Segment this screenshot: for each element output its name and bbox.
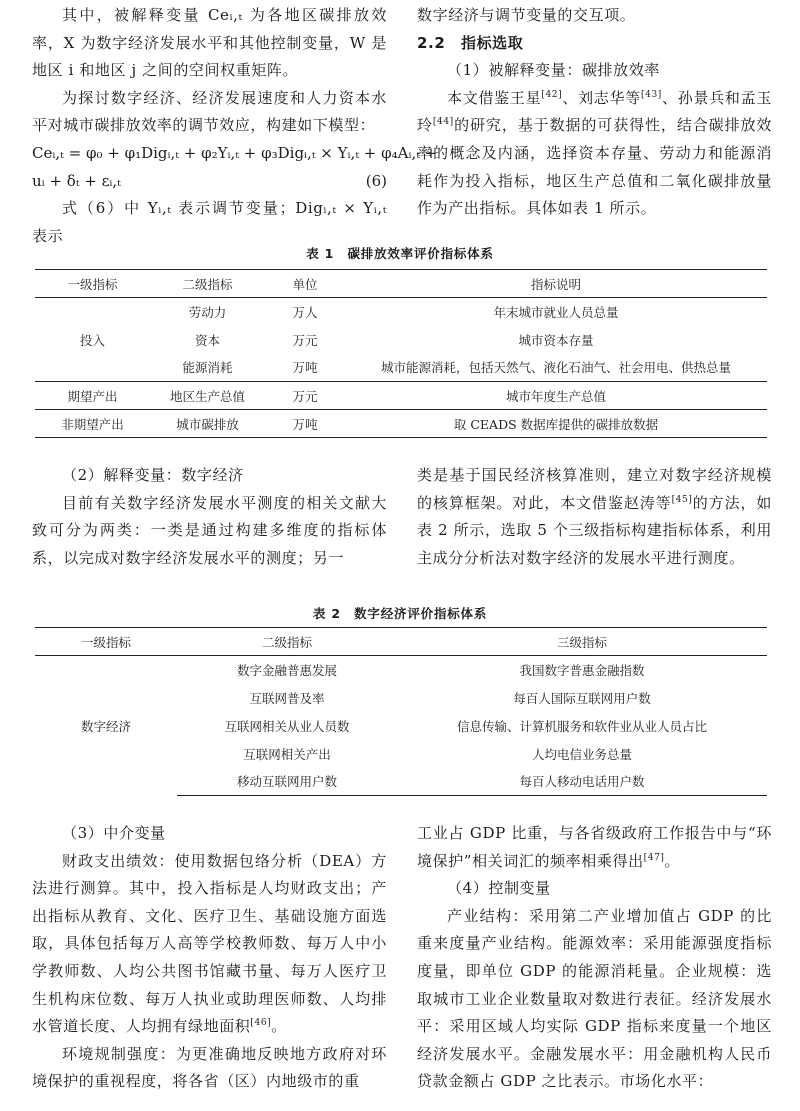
table-cell: 资本 [194,332,220,348]
table-cell: 能源消耗 [182,360,233,376]
citation-47: [47] [643,852,665,863]
column-header: 三级指标 [397,628,767,656]
table-cell: 信息传输、计算机服务和软件业从业人员占比 [456,718,707,734]
table-cell: 期望产出 [35,382,150,410]
table-row [35,656,767,684]
table-cell: 互联网相关从业人员数 [224,718,350,734]
table-cell: 万人 [292,304,318,320]
table-row [35,298,767,326]
paragraph-control-variables: 产业结构：采用第二产业增加值占 GDP 的比重来度量产业结构。能源效率：采用能源强度指标度量，即单位 GDP 的能源消耗量。企业规模：选取城市工业企业数量取对数进行表征。经济发展水平：采用区域人均实际 GDP 指标来度量一个地区经济发展水平。金融发展水平：用金融机构人民币贷款金额占 GDP 之比表示。市场化水平： [417,906,772,1091]
equation-6-line-2 [32,168,387,196]
table-2 [35,627,767,796]
subheading-control-variables: （4）控制变量 [447,879,551,898]
paragraph-carbon-efficiency-indicators [417,85,772,223]
table-cell: 劳动力 [188,304,227,320]
citation-43: [43] [641,89,662,100]
subheading-mediating-variable: （3）中介变量 [62,824,166,842]
table-cell: 移动互联网用户数 [177,768,397,796]
text-segment: 的方法，如表 2 所示，选取 5 个三级指标构建指标体系，利用主成分分析法对数字经济的发展水平进行测度。 [417,493,772,567]
column-header: 二级指标 [150,270,265,298]
paragraph-variable-definitions: 其中，被解释变量 Ceᵢ,ₜ 为各地区碳排放效率，X 为数字经济发展水平和其他控制变量，W 是地区 i 和地区 j 之间的空间权重矩阵。 [32,6,387,80]
table-cell: 每百人国际互联网用户数 [513,690,651,706]
table-cell: 城市碳排放 [150,410,265,438]
subheading-dependent-variable: （1）被解释变量：碳排放效率 [447,61,660,80]
top-right-column [417,2,772,223]
table-cell: 人均电信业务总量 [531,746,632,762]
citation-46: [46] [250,1018,272,1029]
table-cell: 万元 [292,332,318,348]
table-cell: 数字金融普惠发展 [236,662,337,678]
citation-42: [42] [541,89,563,100]
table-cell: 城市年度生产总值 [345,382,767,410]
paragraph-environmental-regulation-cont [417,820,772,875]
text-segment: 。 [664,851,681,870]
bottom-left-column [32,820,387,1096]
paragraph-interaction-term: 数字经济与调节变量的交互项。 [417,6,636,24]
table-cell: 取 CEADS 数据库提供的碳排放数据 [345,410,767,438]
table-cell: 万吨 [292,360,318,376]
citation-44: [44] [432,117,454,128]
equation-6-terms: uᵢ + δₜ + εᵢ,ₜ [32,171,121,190]
middle-right-column [417,462,772,572]
table-row [35,382,767,410]
text-segment: 类是基于国民经济核算准则，建立对数字经济规模的核算框架。对此，本文借鉴赵涛等 [417,466,772,512]
table-cell: 互联网普及率 [249,690,325,706]
group-cell-digital-economy: 数字经济 [80,718,131,734]
section-heading-2-2: 2.2 指标选取 [417,33,524,52]
table-row [35,410,767,438]
table-cell: 每百人移动电话用户数 [397,768,767,796]
table-cell: 年末城市就业人员总量 [493,304,619,320]
text-segment: 工业占 GDP 比重，与各省级政府工作报告中与“环境保护”相关词汇的频率相乘得出 [417,824,772,870]
table-cell: 城市资本存量 [518,332,594,348]
paragraph-equation-explanation: 式（6）中 Yᵢ,ₜ 表示调节变量；Digᵢ,ₜ × Yᵢ,ₜ 表示 [32,199,387,245]
equation-number: (6) [365,171,387,190]
paragraph-environmental-regulation: 环境规制强度：为更准确地反映地方政府对环境保护的重视程度，将各省（区）内地级市的重 [32,1044,387,1091]
equation-6-line-1: Ceᵢ,ₜ = φ₀ + φ₁Digᵢ,ₜ + φ₂Yᵢ,ₜ + φ₃Digᵢ,ₜ × Yᵢ,ₜ + φ₄Aᵢ,ₜ + [32,143,438,162]
table-1 [35,269,767,438]
table-cell: 我国数字普惠金融指数 [519,662,645,678]
table-cell: 互联网相关产出 [243,746,331,762]
bottom-right-column [417,820,772,1096]
table-cell: 城市能源消耗，包括天然气、液化石油气、社会用电、供热总量 [380,360,731,376]
text-segment: 、刘志华等 [562,88,642,107]
text-segment: 。 [271,1017,287,1036]
group-cell-input: 投入 [79,332,105,348]
text-segment: 本文借鉴王星 [447,88,542,107]
subheading-explanatory-variable: （2）解释变量：数字经济 [62,466,244,484]
table-1-caption: 表 1 碳排放效率评价指标体系 [306,246,494,261]
paragraph-model-intro: 为探讨数字经济、经济发展速度和人力资本水平对城市碳排放效率的调节效应，构建如下模型： [32,88,387,135]
top-left-column [32,2,438,250]
paragraph-digital-economy-method [417,462,772,572]
table-cell: 非期望产出 [35,410,150,438]
paragraph-digital-economy-measurement: 目前有关数字经济发展水平测度的相关文献大致可分为两类：一类是通过构建多维度的指标体系，以完成对数字经济发展水平的测度；另一 [32,493,387,567]
column-header: 一级指标 [35,270,150,298]
column-header: 二级指标 [177,628,397,656]
column-header: 单位 [265,270,345,298]
table-header-row [35,270,767,298]
column-header: 一级指标 [35,628,177,656]
text-segment: 的研究，基于数据的可获得性，结合碳排放效率的概念及内涵，选择资本存量、劳动力和能源消耗作为投入指标，地区生产总值和二氧化碳排放量作为产出指标。具体如表 1 所示。 [417,116,772,218]
table-cell: 万吨 [265,410,345,438]
table-cell: 万元 [265,382,345,410]
citation-45: [45] [671,494,693,505]
middle-left-column [32,462,387,572]
text-segment: 财政支出绩效：使用数据包络分析（DEA）方法进行测算。其中，投入指标是人均财政支出；产出指标从教育、文化、医疗卫生、基础设施方面选取，具体包括每万人高等学校教师数、每万人中小学教师数、人均公共图书馆藏书量、每万人医疗卫生机构床位数、每万人执业或助理医师数、人均排水管道长度、人均拥有绿地面积 [32,851,387,1036]
paragraph-fiscal-performance [32,848,387,1041]
table-cell: 地区生产总值 [150,382,265,410]
table-header-row [35,628,767,656]
table-2-caption: 表 2 数字经济评价指标体系 [312,606,488,621]
column-header: 指标说明 [345,270,767,298]
text-segment: 、孙景兵和孟玉玲 [417,88,772,135]
